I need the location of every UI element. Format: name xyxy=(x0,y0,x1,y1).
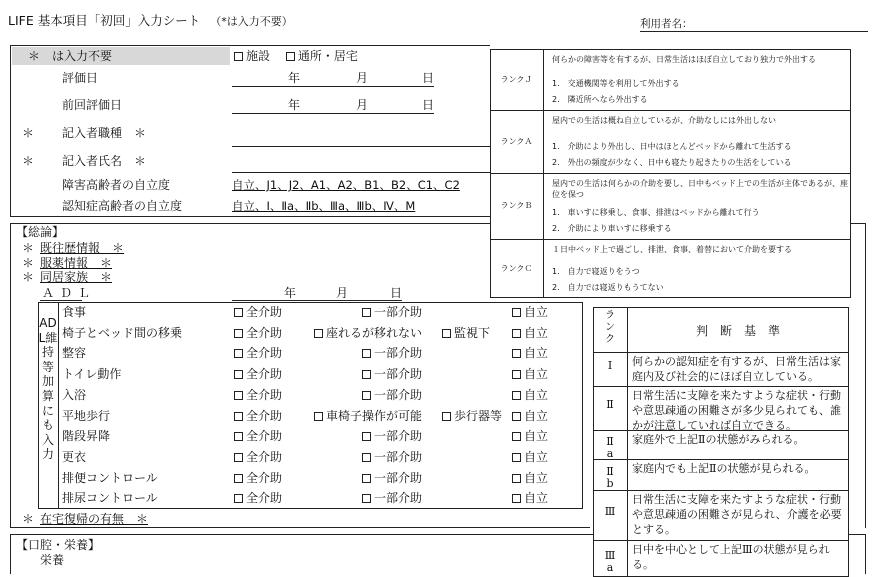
adl-option-full-assist[interactable]: 全介助 xyxy=(234,471,282,485)
adl-option-partial[interactable]: 一部介助 xyxy=(362,450,422,464)
star-mark: ＊ xyxy=(22,126,35,140)
home-service-checkbox[interactable] xyxy=(286,52,295,61)
adl-option-independent[interactable]: 自立 xyxy=(512,471,548,485)
dementia-header-criteria: 判 断 基 準 xyxy=(695,324,780,338)
adl-option-partial[interactable]: 一部介助 xyxy=(362,491,422,505)
dementia-criteria-text: 日中を中心として上記Ⅲの状態が見られる。 xyxy=(632,543,830,571)
adl-option-partial[interactable]: 座れるが移れない xyxy=(314,326,422,340)
page-title: LIFE 基本項目「初回」入力シート （*は入力不要） xyxy=(8,13,293,28)
adl-label: ＡＤＬ xyxy=(42,286,97,300)
adl-item-name: 入浴 xyxy=(62,387,87,402)
rank-sub-2: 2. 介助により車いすに移乗する xyxy=(552,224,672,233)
adl-item-name: 椅子とベッド間の移乗 xyxy=(62,325,183,340)
rank-sub-1: 1. 自力で寝返りをうつ xyxy=(552,267,640,276)
rank-main-text: 屋内での生活は何らかの介助を要し、日中もベッド上での生活が主体であるが、座位を保つ xyxy=(552,179,848,199)
elderly-independence-options[interactable]: 自立、J1、J2、A1、A2、B1、B2、C1、C2 xyxy=(232,178,460,192)
oral-first-item: 栄養 xyxy=(40,553,65,567)
adl-option-independent[interactable]: 自立 xyxy=(512,326,548,340)
adl-item-name: 平地歩行 xyxy=(62,408,111,423)
rank-main-text: 何らかの障害等を有するが、日常生活はほぼ自立しており独力で外出する xyxy=(552,55,816,64)
prev-eval-day: 日 xyxy=(422,98,435,112)
adl-option-independent[interactable]: 自立 xyxy=(512,409,548,423)
adl-option-full-assist[interactable]: 全介助 xyxy=(234,305,282,319)
adl-side-label: ADL維持等加算にも入力 xyxy=(38,316,58,462)
adl-option-independent[interactable]: 自立 xyxy=(512,491,548,505)
adl-item-name: トイレ動作 xyxy=(62,367,122,382)
dementia-criteria-text: 日常生活に支障を来たすような症状・行動や意思疎通の困難さが見られ、介護を必要とする。 xyxy=(632,493,842,536)
dementia-rank: Ⅱ xyxy=(606,398,614,411)
adl-item-name: 排便コントロール xyxy=(62,470,158,485)
adl-option-partial[interactable]: 一部介助 xyxy=(362,471,422,485)
family-link[interactable]: 同居家族 ＊ xyxy=(40,270,113,284)
recorder-job-field[interactable] xyxy=(232,146,490,147)
general-frame-left xyxy=(10,223,11,528)
adl-option-full-assist[interactable]: 全介助 xyxy=(234,429,282,443)
adl-option-independent[interactable]: 自立 xyxy=(512,346,548,360)
star-mark: ＊ xyxy=(22,512,35,526)
home-return-link[interactable]: 在宅復帰の有無 ＊ xyxy=(40,512,149,526)
star-mark: ＊ xyxy=(22,256,35,270)
adl-option-full-assist[interactable]: 全介助 xyxy=(234,450,282,464)
adl-day: 日 xyxy=(390,286,403,300)
adl-item-name: 食事 xyxy=(62,305,87,319)
adl-option-independent[interactable]: 自立 xyxy=(512,429,548,443)
facility-options[interactable]: 施設 通所・居宅 xyxy=(234,49,358,63)
general-frame-top-right xyxy=(850,223,866,224)
dementia-rank: Ⅲa xyxy=(604,548,616,574)
prev-eval-month: 月 xyxy=(356,98,369,112)
eval-date-label: 評価日 xyxy=(62,71,99,85)
rank-sub-2: 2. 自力では寝返りもうてない xyxy=(552,283,664,292)
user-name-field[interactable] xyxy=(640,31,868,32)
rank-main-text: １日中ベッド上で過ごし、排泄、食事、着替において介助を要する xyxy=(552,245,792,254)
general-frame-top xyxy=(10,223,490,224)
dementia-rank: Ⅰ xyxy=(607,359,613,372)
dementia-rank: Ⅱa xyxy=(606,434,614,460)
dementia-independence-label: 認知症高齢者の自立度 xyxy=(62,199,183,213)
rank-label: ランクＢ xyxy=(500,201,533,210)
adl-option-partial[interactable]: 一部介助 xyxy=(362,367,422,381)
rank-sub-1: 1. 車いすに移乗し、食事、排泄はベッドから離れて行う xyxy=(552,208,760,217)
adl-option-partial[interactable]: 一部介助 xyxy=(362,388,422,402)
adl-item-name: 整容 xyxy=(62,346,87,361)
rank-sub-2: 2. 外出の頻度が少なく、日中も寝たり起きたりの生活をしている xyxy=(552,158,792,167)
facility-checkbox[interactable] xyxy=(234,52,243,61)
dementia-independence-options[interactable]: 自立、Ⅰ、Ⅱa、Ⅱb、Ⅲa、Ⅲb、Ⅳ、M xyxy=(232,199,416,213)
rank-label: ランクＪ xyxy=(500,74,533,84)
dementia-rank: Ⅱb xyxy=(606,464,614,490)
eval-month: 月 xyxy=(356,71,369,85)
adl-option-partial[interactable]: 一部介助 xyxy=(362,346,422,360)
dementia-table-divider xyxy=(627,307,628,577)
required-note: ＊ は入力不要 xyxy=(12,47,230,65)
adl-option-full-assist[interactable]: 全介助 xyxy=(234,388,282,402)
prev-eval-year: 年 xyxy=(288,98,301,112)
general-frame-right xyxy=(865,223,866,528)
adl-option-full-assist[interactable]: 全介助 xyxy=(234,491,282,505)
adl-item-name: 更衣 xyxy=(62,449,87,464)
adl-year: 年 xyxy=(284,286,297,300)
star-mark: ＊ xyxy=(22,270,35,284)
basic-frame-left xyxy=(10,45,11,217)
adl-date-field[interactable] xyxy=(232,300,402,301)
adl-option-independent[interactable]: 自立 xyxy=(512,450,548,464)
adl-option-supervised[interactable]: 歩行器等 xyxy=(442,409,502,423)
adl-option-partial[interactable]: 一部介助 xyxy=(362,429,422,443)
eval-date-field[interactable] xyxy=(232,86,434,87)
adl-option-independent[interactable]: 自立 xyxy=(512,305,548,319)
dementia-criteria-text: 日常生活に支障を来たすような症状・行動や意思疎通の困難さが多少見られても、誰かが注意していれば自立できる。 xyxy=(632,389,841,432)
basic-frame-top xyxy=(10,45,490,46)
recorder-name-label: 記入者氏名 ＊ xyxy=(62,154,147,168)
dementia-header-line xyxy=(593,352,849,353)
adl-option-full-assist[interactable]: 全介助 xyxy=(234,346,282,360)
oral-heading: 【口腔・栄養】 xyxy=(16,538,101,552)
rank-main-text: 屋内での生活は概ね自立しているが、介助なしには外出しない xyxy=(552,116,776,125)
prev-eval-date-label: 前回評価日 xyxy=(62,98,123,112)
adl-option-partial[interactable]: 車椅子操作が可能 xyxy=(314,409,422,423)
dementia-criteria-text: 何らかの認知症を有するが、日常生活は家庭内及び社会的にほぼ自立している。 xyxy=(632,355,841,383)
adl-label-underline xyxy=(40,300,82,301)
adl-option-full-assist[interactable]: 全介助 xyxy=(234,409,282,423)
dementia-header-rank: ランク xyxy=(605,310,615,345)
adl-option-full-assist[interactable]: 全介助 xyxy=(234,367,282,381)
dementia-criteria-text: 家庭内でも上記Ⅱの状態が見られる。 xyxy=(632,462,816,475)
rank-label: ランクＡ xyxy=(500,136,533,146)
adl-option-independent[interactable]: 自立 xyxy=(512,388,548,402)
rank-label: ランクＣ xyxy=(500,263,533,273)
dementia-criteria-text: 家庭外で上記Ⅱの状態がみられる。 xyxy=(632,433,805,446)
eval-year: 年 xyxy=(288,71,301,85)
prev-eval-date-field[interactable] xyxy=(232,113,434,114)
general-frame-bottom xyxy=(10,527,590,528)
adl-item-name: 排尿コントロール xyxy=(62,491,158,506)
user-name-label: 利用者名： xyxy=(640,18,693,30)
dementia-rank: Ⅲ xyxy=(604,505,616,518)
eval-day: 日 xyxy=(422,71,435,85)
rank-sub-1: 1. 交通機関等を利用して外出する xyxy=(552,79,680,88)
recorder-job-label: 記入者職種 ＊ xyxy=(62,126,147,140)
rank-sub-2: 2. 隣近所へなら外出する xyxy=(552,95,648,104)
star-mark: ＊ xyxy=(22,154,35,168)
basic-frame-bottom xyxy=(10,216,490,217)
general-heading: 【総論】 xyxy=(16,225,65,239)
history-link[interactable]: 既往歴情報 ＊ xyxy=(40,241,125,255)
adl-side-divider xyxy=(58,302,59,509)
elderly-independence-label: 障害高齢者の自立度 xyxy=(62,178,171,192)
rank-sub-1: 1. 介助により外出し、日中はほとんどベッドから離れて生活する xyxy=(552,142,792,151)
adl-option-partial[interactable]: 一部介助 xyxy=(362,305,422,319)
adl-option-supervised[interactable]: 監視下 xyxy=(442,326,490,340)
star-mark: ＊ xyxy=(22,241,35,255)
recorder-name-field[interactable] xyxy=(232,172,490,173)
adl-option-independent[interactable]: 自立 xyxy=(512,367,548,381)
medication-link[interactable]: 服薬情報 ＊ xyxy=(40,256,113,270)
adl-option-full-assist[interactable]: 全介助 xyxy=(234,326,282,340)
adl-month: 月 xyxy=(336,286,349,300)
adl-item-name: 階段昇降 xyxy=(62,429,111,444)
